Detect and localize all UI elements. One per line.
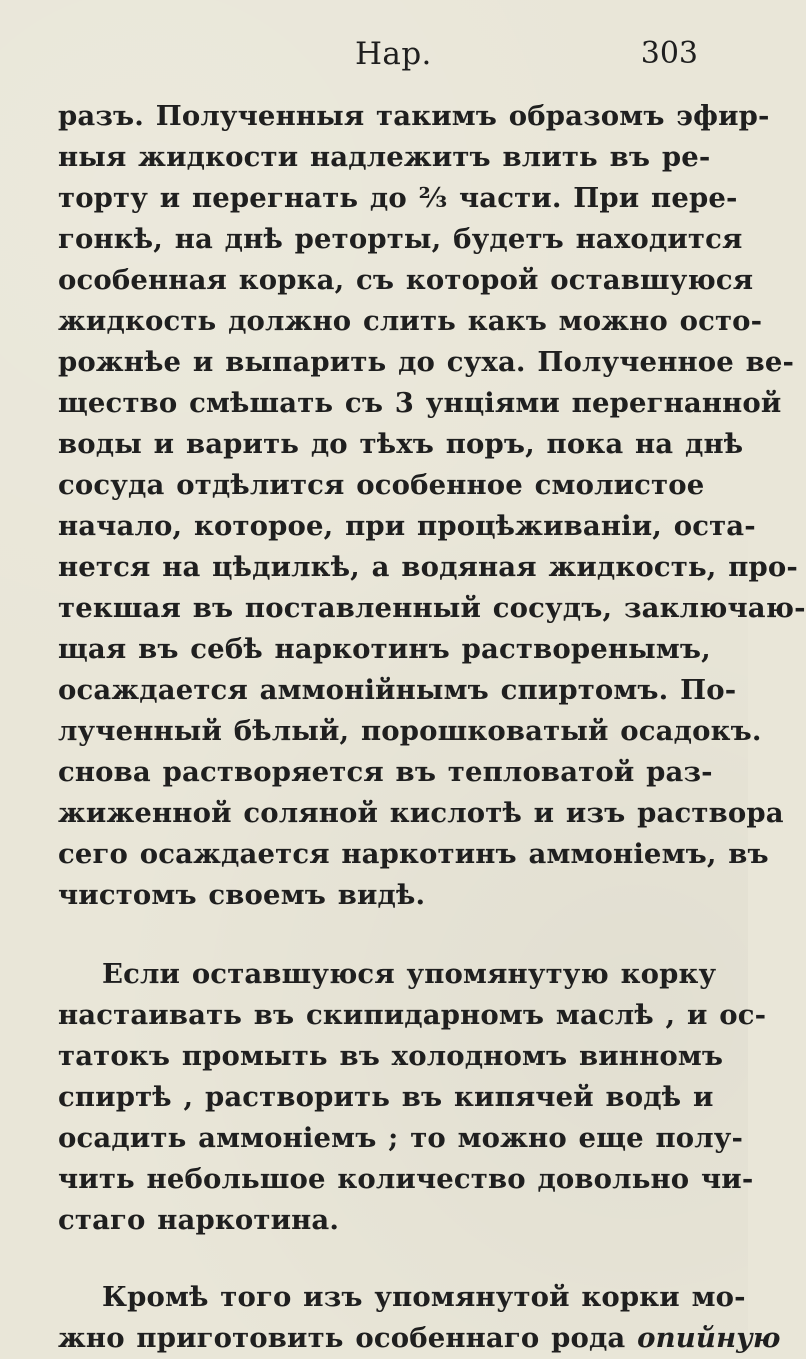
text-line: настаивать въ скипидарномъ маслѣ , и ос- xyxy=(58,999,767,1031)
paragraph-gap xyxy=(58,1241,700,1277)
text-line: ныя жидкости надлежитъ влить въ ре- xyxy=(58,141,711,173)
text-line: лученный бѣлый, порошковатый осадокъ. xyxy=(58,715,762,747)
text-line: жидкость должно слить какъ можно осто- xyxy=(58,305,763,337)
text-line: чить небольшое количество довольно чи- xyxy=(58,1163,754,1195)
running-head: Нар. xyxy=(355,36,432,72)
text-line: Если оставшуюся упомянутую корку xyxy=(102,958,717,990)
text-line: стаго наркотина. xyxy=(58,1204,340,1236)
text-line: воды и варить до тѣхъ поръ, пока на днѣ xyxy=(58,428,744,460)
text-line xyxy=(58,1318,781,1359)
text-line: щая въ себѣ наркотинъ растворенымъ, xyxy=(58,633,711,665)
text-line: текшая въ поставленный сосудъ, заключаю- xyxy=(58,592,806,624)
page-number: 303 xyxy=(640,36,698,71)
text-line: снова растворяется въ тепловатой раз- xyxy=(58,756,713,788)
text-line: нется на цѣдилкѣ, а водяная жидкость, про- xyxy=(58,551,798,583)
text-line: спиртѣ , растворить въ кипячей водѣ и xyxy=(58,1081,714,1113)
text-line: сего осаждается наркотинъ аммоніемъ, въ xyxy=(58,838,769,870)
page-header xyxy=(0,36,748,79)
text-line: осадить аммоніемъ ; то можно еще полу- xyxy=(58,1122,744,1154)
text-line: сосуда отдѣлится особенное смолистое xyxy=(58,469,705,501)
page-body xyxy=(58,96,806,1359)
paragraph-2 xyxy=(58,954,767,1241)
text-line: торту и перегнать до ⅔ части. При пере- xyxy=(58,182,738,214)
text-line: чистомъ своемъ видѣ. xyxy=(58,879,426,911)
text-line: татокъ промыть въ холодномъ винномъ xyxy=(58,1040,724,1072)
italic-word: опийную xyxy=(637,1322,781,1354)
text-line: жиженной соляной кислотѣ и изъ раствора xyxy=(58,797,784,829)
text-line: осаждается аммонійнымъ спиртомъ. По- xyxy=(58,674,737,706)
text-line: рожнѣе и выпарить до суха. Полученное ве- xyxy=(58,346,795,378)
text-line: особенная корка, съ которой оставшуюся xyxy=(58,264,754,296)
paragraph-3 xyxy=(58,1277,781,1359)
text-line: начало, которое, при процѣживаніи, оста- xyxy=(58,510,756,542)
text-line: Кромѣ того изъ упомянутой корки мо- xyxy=(102,1281,746,1313)
paragraph-gap xyxy=(58,916,700,954)
text-line: щество смѣшать съ 3 унціями перегнанной xyxy=(58,387,782,419)
paragraph-1 xyxy=(58,96,806,916)
text-line: разъ. Полученныя такимъ образомъ эфир- xyxy=(58,100,770,132)
text-line-segment: жно приготовить особеннаго рода xyxy=(58,1322,626,1354)
text-line: гонкѣ, на днѣ реторты, будетъ находится xyxy=(58,223,743,255)
